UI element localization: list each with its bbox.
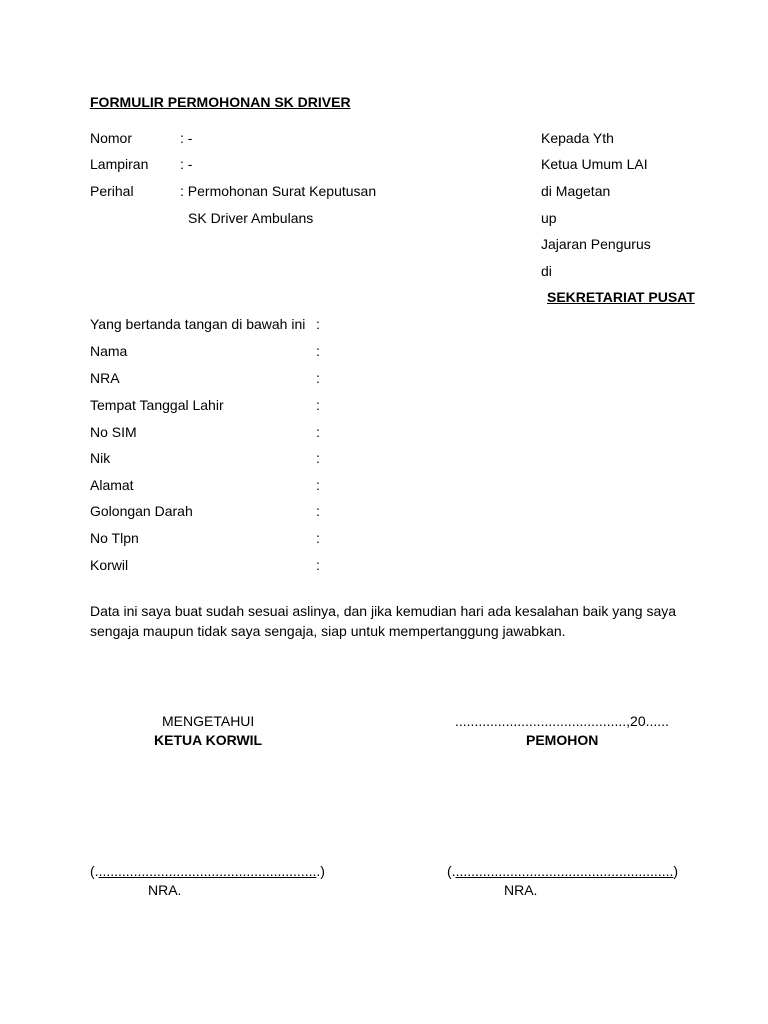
field-colon: : — [316, 397, 320, 413]
perihal-value: : Permohonan Surat Keputusan — [180, 183, 377, 199]
signature-right-open: (. — [447, 863, 456, 879]
signature-right-line — [447, 862, 678, 880]
mengetahui-caption: MENGETAHUI — [162, 713, 255, 729]
addressee-destination: SEKRETARIAT PUSAT — [547, 289, 695, 305]
signature-right-close: ) — [673, 863, 679, 879]
field-label-korwil: Korwil — [90, 557, 129, 573]
signature-left-close: .) — [316, 863, 325, 879]
addressee-line-3: di Magetan — [541, 183, 611, 199]
nomor-label: Nomor — [90, 130, 133, 146]
lampiran-label: Lampiran — [90, 156, 149, 172]
perihal-label: Perihal — [90, 183, 134, 199]
pemohon-role: PEMOHON — [526, 732, 599, 748]
field-colon: : — [316, 450, 320, 466]
lampiran-value: : - — [180, 156, 193, 172]
addressee-line-1: Kepada Yth — [541, 130, 614, 146]
field-label-sim: No SIM — [90, 424, 137, 440]
nomor-value: : - — [180, 130, 193, 146]
signature-left-open: (. — [90, 863, 99, 879]
field-colon: : — [316, 316, 320, 332]
field-colon: : — [316, 343, 320, 359]
field-label-tlpn: No Tlpn — [90, 530, 139, 546]
signature-left-dots: ........................................................ — [98, 863, 317, 879]
field-colon: : — [316, 424, 320, 440]
field-label-nama: Nama — [90, 343, 128, 359]
field-colon: : — [316, 530, 320, 546]
field-label-ttl: Tempat Tanggal Lahir — [90, 397, 224, 413]
addressee-line-6: di — [541, 263, 552, 279]
field-colon: : — [316, 370, 320, 386]
field-label-signer: Yang bertanda tangan di bawah ini — [90, 316, 306, 332]
field-colon: : — [316, 503, 320, 519]
signature-left-line — [90, 862, 325, 880]
addressee-line-4: up — [541, 210, 557, 226]
statement-line-1: Data ini saya buat sudah sesuai aslinya, dan jika kemudian hari ada kesalahan baik yang saya — [90, 603, 677, 619]
statement-paragraph — [90, 601, 680, 641]
signature-right-dots: ........................................................ — [455, 863, 674, 879]
field-label-nra: NRA — [90, 370, 120, 386]
ketua-korwil-role: KETUA KORWIL — [154, 732, 263, 748]
field-label-alamat: Alamat — [90, 477, 134, 493]
signature-right-nra: NRA. — [504, 882, 538, 898]
perihal-continued: SK Driver Ambulans — [188, 210, 314, 226]
form-title: FORMULIR PERMOHONAN SK DRIVER — [90, 94, 351, 110]
field-label-nik: Nik — [90, 450, 111, 466]
field-label-golongan-darah: Golongan Darah — [90, 503, 193, 519]
field-colon: : — [316, 477, 320, 493]
field-colon: : — [316, 557, 320, 573]
date-line: ............................................,20...... — [455, 713, 669, 729]
signature-left-nra: NRA. — [148, 882, 182, 898]
addressee-line-5: Jajaran Pengurus — [541, 236, 651, 252]
addressee-line-2: Ketua Umum LAI — [541, 156, 648, 172]
statement-line-2: sengaja maupun tidak saya sengaja, siap untuk mempertanggung jawabkan. — [90, 623, 566, 639]
